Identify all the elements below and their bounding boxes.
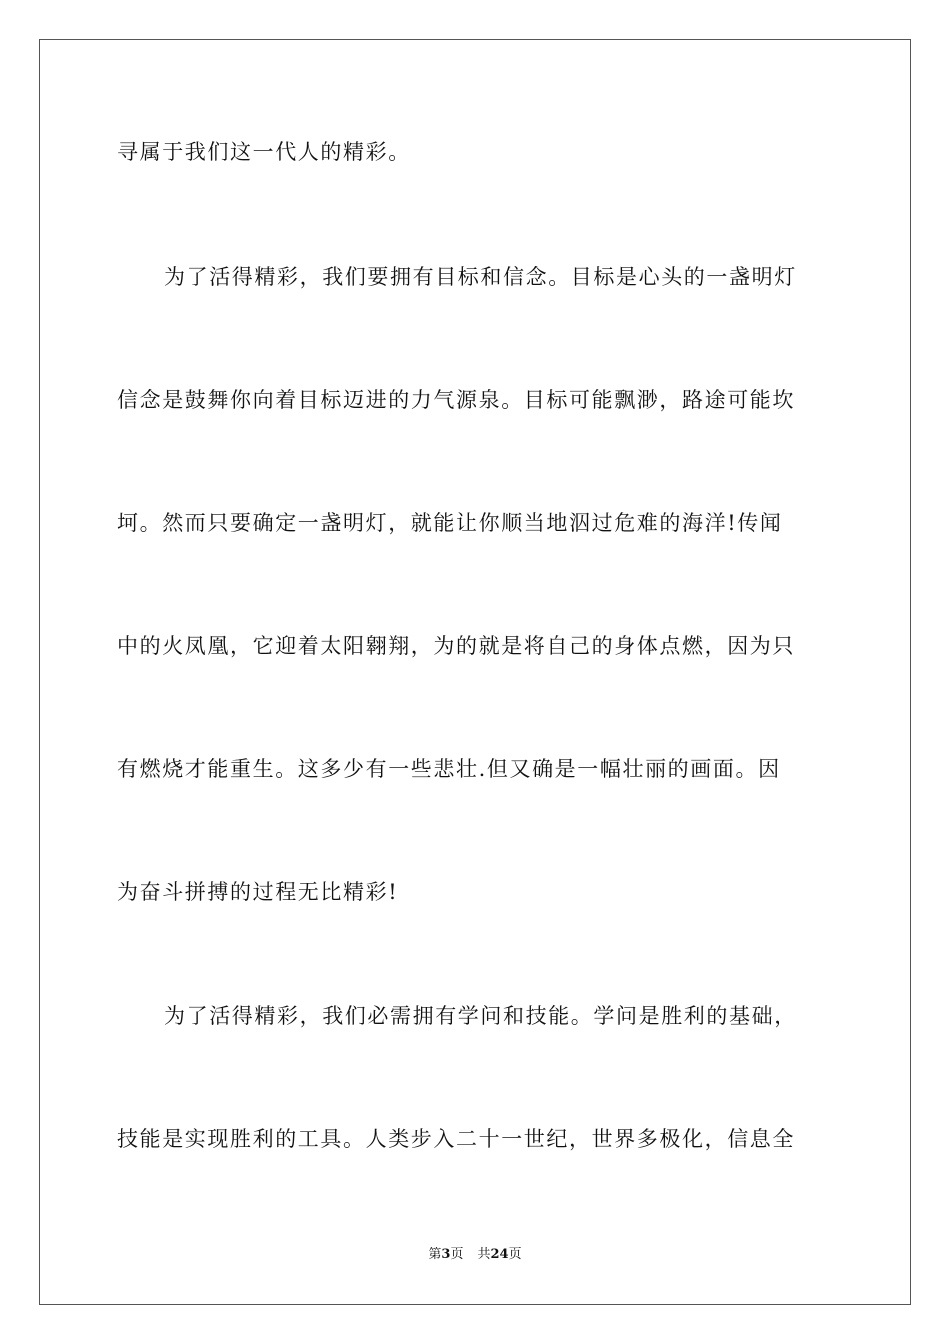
text-line: 技能是实现胜利的工具。人类步入二十一世纪，世界多极化，信息全	[117, 1127, 795, 1151]
page-border	[39, 39, 911, 1305]
page-suffix: 页	[450, 1247, 464, 1262]
text-line: 信念是鼓舞你向着目标迈进的力气源泉。目标可能飘渺，路途可能坎	[117, 388, 795, 412]
text-line: 坷。然而只要确定一盏明灯，就能让你顺当地泅过危难的海洋!传闻	[117, 511, 783, 535]
text-line: 寻属于我们这一代人的精彩。	[117, 140, 411, 164]
total-pages: 24	[490, 1247, 509, 1262]
page-prefix: 第	[428, 1247, 442, 1262]
text-line: 中的火凤凰，它迎着太阳翱翔，为的就是将自己的身体点燃，因为只	[117, 634, 795, 658]
total-prefix: 共	[477, 1247, 491, 1262]
text-line: 有燃烧才能重生。这多少有一些悲壮.但又确是一幅壮丽的画面。因	[117, 757, 781, 781]
text-line: 为了活得精彩，我们必需拥有学问和技能。学问是胜利的基础，	[164, 1004, 797, 1028]
total-suffix: 页	[508, 1247, 522, 1262]
text-line: 为奋斗拼搏的过程无比精彩!	[117, 880, 399, 904]
page-footer	[0, 1246, 950, 1264]
text-line: 为了活得精彩，我们要拥有目标和信念。目标是心头的一盏明灯	[164, 265, 797, 289]
page-number: 3	[441, 1247, 451, 1262]
